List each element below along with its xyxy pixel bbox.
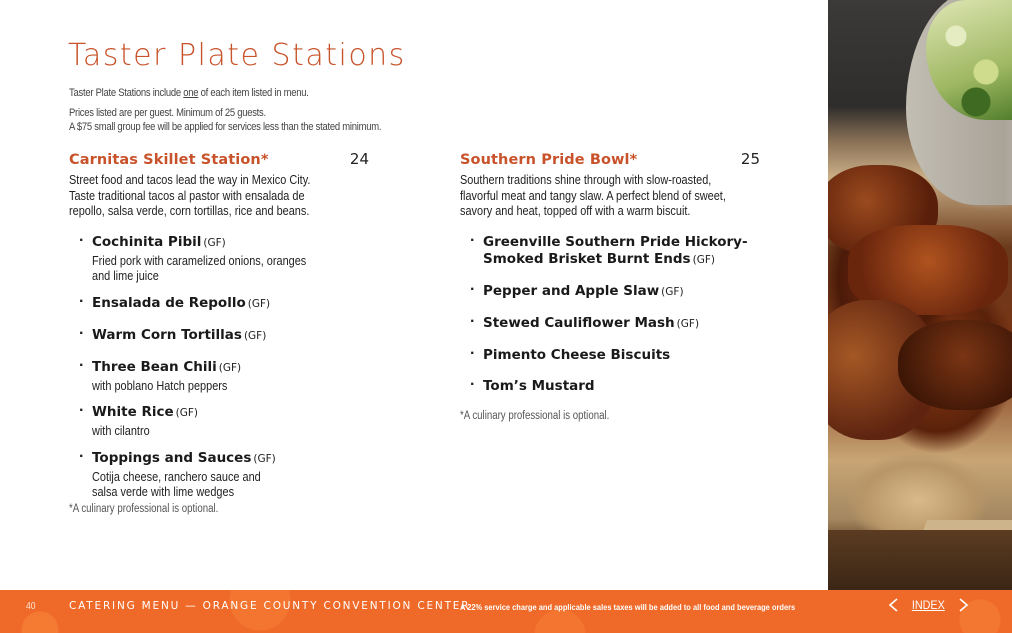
- intro-line-3: A $75 small group fee will be applied for services less than the stated minimum.: [69, 121, 382, 133]
- gluten-free-tag: (GF): [692, 253, 715, 266]
- gluten-free-tag: (GF): [218, 361, 242, 374]
- menu-item: · Toppings and Sauces (GF) Cotija cheese, ranchero sauce and salsa verde with lime wedges: [80, 450, 369, 500]
- gluten-free-tag: (GF): [676, 317, 700, 330]
- food-photo: [828, 0, 1012, 590]
- intro-line-2: Prices listed are per guest. Minimum of 25 guests.: [69, 107, 266, 119]
- station-name: Carnitas Skillet Station*: [69, 152, 269, 168]
- station-southern-pride: [460, 150, 760, 423]
- menu-item: · Stewed Cauliflower Mash (GF): [471, 315, 760, 333]
- station-description: Street food and tacos lead the way in Mexico City. Taste traditional tacos al pastor with ensalada de repollo, salsa verde, corn tortillas, rice and beans.: [69, 172, 311, 218]
- chevron-right-icon[interactable]: [957, 597, 971, 613]
- menu-item: · Pimento Cheese Biscuits: [471, 347, 760, 364]
- gluten-free-tag: (GF): [247, 297, 271, 310]
- page-title: Taster Plate Stations: [68, 38, 406, 73]
- menu-item: · Greenville Southern Pride Hickory- Smoked Brisket Burnt Ends (GF): [471, 234, 760, 269]
- station-name: Southern Pride Bowl*: [460, 152, 638, 168]
- menu-item: · White Rice (GF) with cilantro: [80, 404, 369, 439]
- footnote: *A culinary professional is optional.: [460, 409, 610, 422]
- menu-item: · Tom’s Mustard: [471, 378, 760, 395]
- station-header: [69, 150, 369, 168]
- menu-item: · Three Bean Chili (GF) with poblano Hatch peppers: [80, 359, 369, 394]
- index-link[interactable]: INDEX: [911, 598, 945, 612]
- page-number: 40: [26, 601, 36, 612]
- station-items: [471, 234, 760, 395]
- footer-bar: [0, 590, 1012, 633]
- gluten-free-tag: (GF): [661, 285, 684, 298]
- station-items: [80, 234, 369, 500]
- wood-board: [828, 530, 1012, 590]
- chevron-left-icon[interactable]: [886, 597, 900, 613]
- underlined-one: one: [183, 87, 199, 99]
- gluten-free-tag: (GF): [243, 329, 267, 342]
- station-description: Southern traditions shine through with slow-roasted, flavorful meat and tangy slaw. A perfect blend of sweet, savory and heat, topped off with a warm biscuit.: [460, 172, 726, 218]
- menu-item: · Warm Corn Tortillas (GF): [80, 327, 369, 345]
- station-carnitas: [69, 150, 369, 516]
- gluten-free-tag: (GF): [203, 236, 226, 249]
- menu-item: · Cochinita Pibil (GF) Fried pork with caramelized onions, oranges and lime juice: [80, 234, 369, 284]
- page-navigation: [886, 597, 971, 613]
- station-header: [460, 150, 760, 168]
- intro-text: [69, 86, 469, 134]
- gluten-free-tag: (GF): [175, 407, 198, 419]
- intro-line-1: Taster Plate Stations include one of each item listed in menu.: [69, 87, 309, 99]
- menu-item: · Ensalada de Repollo (GF): [80, 295, 369, 313]
- burnt-end: [898, 320, 1012, 410]
- station-price: 25: [740, 150, 760, 168]
- footnote: *A culinary professional is optional.: [69, 502, 219, 515]
- footer-title: CATERING MENU — ORANGE COUNTY CONVENTION CENTER: [69, 600, 471, 612]
- menu-item: · Pepper and Apple Slaw (GF): [471, 283, 760, 301]
- service-charge-note: A 22% service charge and applicable sales taxes will be added to all food and beverage orders: [460, 602, 796, 612]
- station-price: 24: [349, 150, 369, 168]
- gluten-free-tag: (GF): [253, 452, 276, 465]
